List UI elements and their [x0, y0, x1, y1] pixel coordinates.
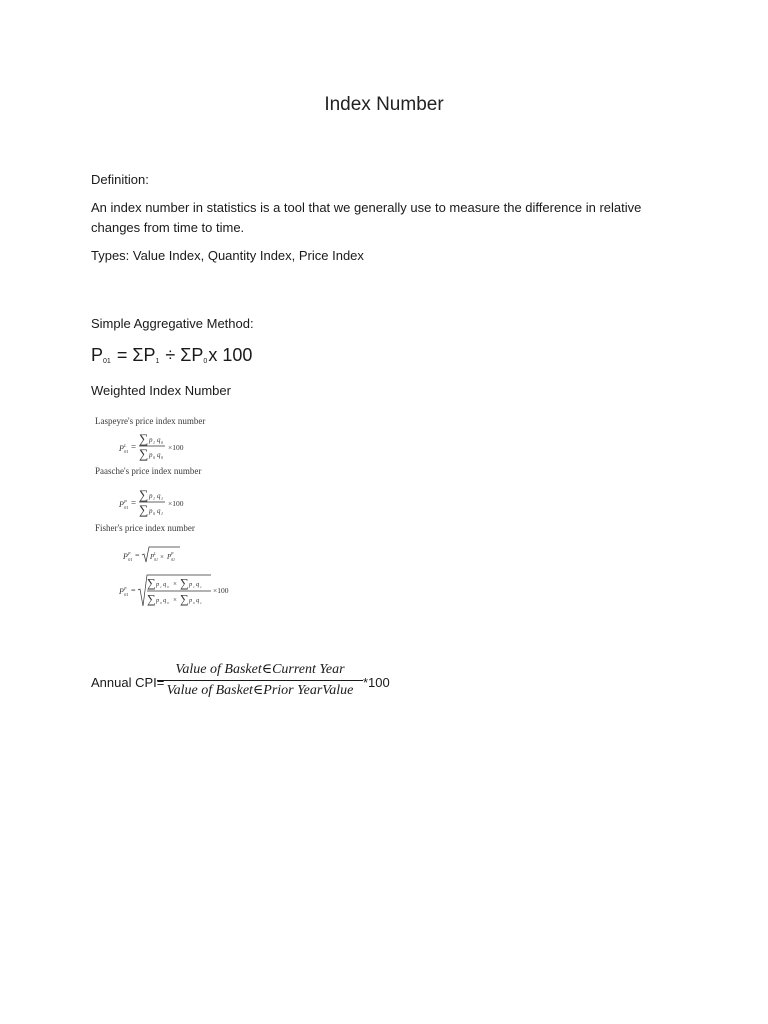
weighted-formulas-svg — [93, 414, 253, 614]
svg-text:L: L — [154, 551, 157, 556]
fisher-label: Fisher's price index number — [95, 523, 195, 533]
formula-tail: x 100 — [208, 345, 253, 365]
svg-text:1: 1 — [153, 440, 155, 445]
svg-text:P: P — [119, 444, 124, 453]
formula-eq: = — [111, 345, 133, 365]
weighted-formulas-figure — [93, 414, 253, 614]
svg-text:1: 1 — [153, 496, 155, 501]
svg-text:p: p — [156, 597, 160, 604]
svg-text:p: p — [149, 451, 153, 459]
svg-text:01: 01 — [124, 592, 129, 597]
laspeyres-formula — [118, 431, 184, 461]
svg-text:1: 1 — [193, 585, 195, 589]
svg-text:×: × — [173, 596, 177, 604]
svg-text:p: p — [189, 597, 193, 604]
page-title: Index Number — [324, 94, 444, 115]
svg-text:P: P — [167, 553, 172, 561]
svg-text:q: q — [196, 597, 200, 604]
svg-text:×100: ×100 — [213, 586, 229, 595]
svg-text:q: q — [157, 507, 161, 515]
formula-sum0: ΣP — [180, 345, 204, 365]
fisher-formula-full — [118, 575, 229, 606]
svg-text:∑: ∑ — [180, 576, 189, 590]
svg-text:1: 1 — [161, 511, 163, 516]
svg-text:∑: ∑ — [147, 576, 156, 590]
cpi-numerator: Value of Basket∈Current Year — [175, 662, 345, 677]
svg-text:P: P — [150, 553, 155, 561]
svg-text:×100: ×100 — [168, 443, 184, 452]
formula-lhs: P — [91, 345, 104, 365]
svg-text:P: P — [124, 499, 127, 504]
annual-cpi-formula — [91, 660, 511, 704]
svg-text:q: q — [157, 436, 161, 444]
cpi-label: Annual CPI= — [91, 675, 165, 690]
formula-sum1-sub: 1 — [155, 358, 160, 365]
svg-text:∑: ∑ — [139, 446, 149, 461]
formula-div: ÷ — [160, 345, 181, 365]
svg-text:=: = — [131, 586, 136, 595]
svg-text:0: 0 — [161, 440, 163, 445]
svg-text:0: 0 — [153, 511, 155, 516]
svg-text:1: 1 — [200, 585, 202, 589]
svg-text:=: = — [131, 498, 137, 508]
svg-text:01: 01 — [128, 557, 133, 562]
svg-text:0: 0 — [167, 601, 169, 605]
svg-text:F: F — [128, 551, 131, 556]
fisher-formula-short — [122, 547, 180, 562]
svg-text:=: = — [131, 442, 137, 452]
svg-text:1: 1 — [160, 585, 162, 589]
svg-text:P: P — [171, 551, 174, 556]
svg-text:P: P — [119, 587, 124, 596]
cpi-denominator: Value of Basket∈Prior YearValue — [166, 683, 354, 698]
types-text: Types: Value Index, Quantity Index, Price Index — [91, 248, 364, 263]
svg-text:0: 0 — [161, 455, 163, 460]
svg-text:q: q — [157, 492, 161, 500]
weighted-index-heading: Weighted Index Number — [91, 383, 231, 398]
simple-aggregative-heading: Simple Aggregative Method: — [91, 316, 254, 331]
svg-text:P: P — [119, 500, 124, 509]
svg-text:L: L — [124, 443, 127, 448]
laspeyres-label: Laspeyre's price index number — [95, 416, 206, 426]
svg-text:q: q — [157, 451, 161, 459]
svg-text:1: 1 — [161, 496, 163, 501]
svg-text:×100: ×100 — [168, 499, 184, 508]
paasche-formula — [118, 487, 184, 517]
svg-text:×: × — [160, 553, 164, 561]
svg-text:p: p — [156, 581, 160, 588]
svg-text:01: 01 — [171, 557, 175, 562]
definition-heading: Definition: — [91, 172, 149, 187]
simple-aggregative-formula — [91, 345, 252, 366]
cpi-multiplier: *100 — [363, 675, 390, 690]
paasche-label: Paasche's price index number — [95, 466, 202, 476]
svg-text:×: × — [173, 580, 177, 588]
svg-text:q: q — [196, 581, 200, 588]
svg-text:p: p — [189, 581, 193, 588]
svg-text:p: p — [149, 492, 153, 500]
svg-text:0: 0 — [167, 585, 169, 589]
svg-text:∑: ∑ — [180, 592, 189, 606]
svg-text:1: 1 — [200, 601, 202, 605]
svg-text:∑: ∑ — [147, 592, 156, 606]
svg-text:∑: ∑ — [139, 502, 149, 517]
svg-text:0: 0 — [160, 601, 162, 605]
svg-text:01: 01 — [154, 557, 158, 562]
svg-text:∑: ∑ — [139, 487, 149, 502]
svg-text:01: 01 — [124, 449, 129, 454]
svg-text:q: q — [163, 597, 167, 604]
svg-text:p: p — [149, 507, 153, 515]
svg-text:P: P — [123, 552, 128, 561]
svg-text:q: q — [163, 581, 167, 588]
definition-text: An index number in statistics is a tool that we generally use to measure the difference in relative changes from time to time. — [91, 200, 642, 235]
svg-text:F: F — [124, 586, 127, 591]
svg-text:=: = — [135, 551, 140, 560]
svg-text:0: 0 — [193, 601, 195, 605]
svg-text:0: 0 — [153, 455, 155, 460]
cpi-fraction — [157, 660, 363, 701]
formula-sum1: ΣP — [132, 345, 156, 365]
svg-text:01: 01 — [124, 505, 129, 510]
svg-text:p: p — [149, 436, 153, 444]
formula-lhs-sub: 01 — [103, 358, 111, 365]
svg-text:∑: ∑ — [139, 431, 149, 446]
formula-sum0-sub: 0 — [203, 358, 208, 365]
